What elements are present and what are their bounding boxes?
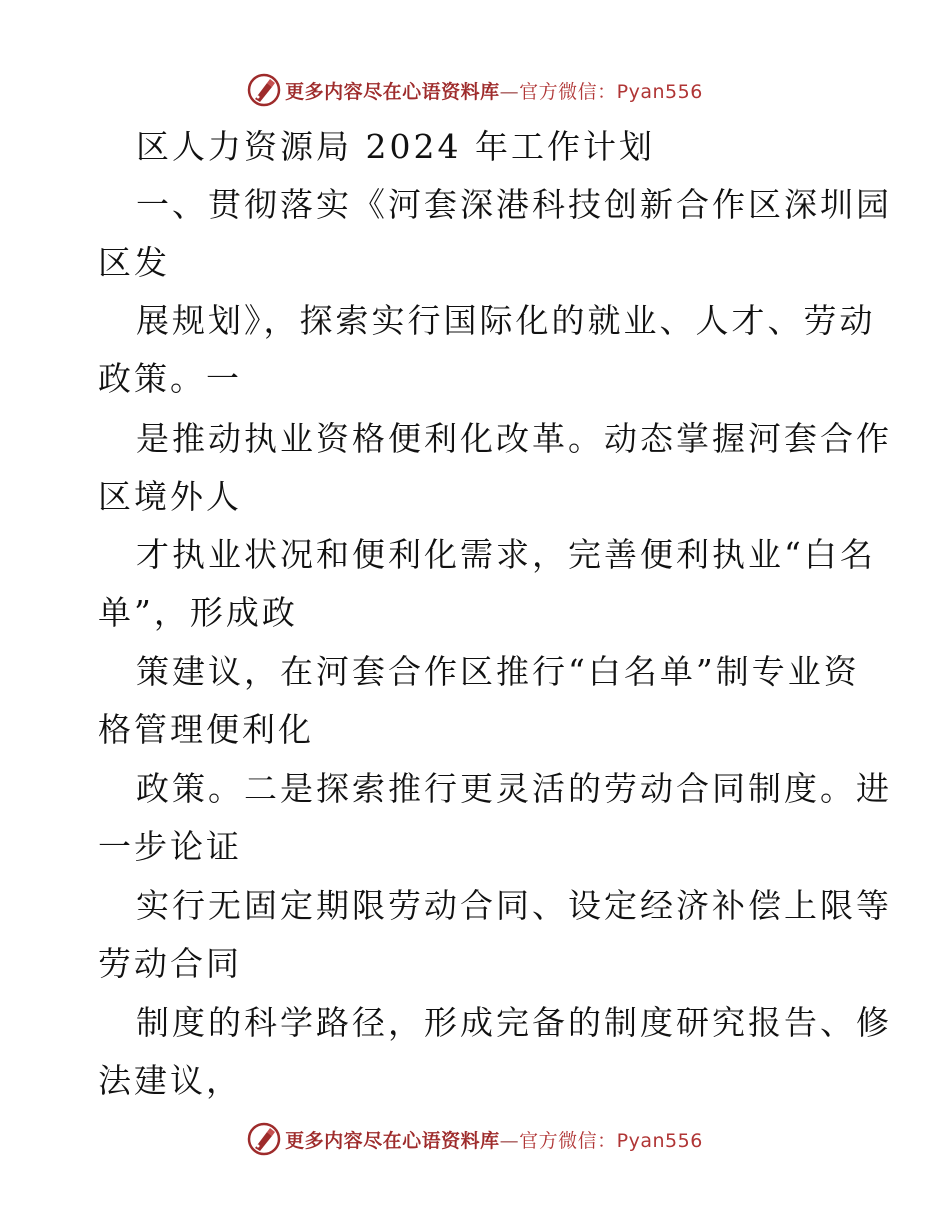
text-line: 政策。二是探索推行更灵活的劳动合同制度。进 <box>136 769 892 808</box>
watermark-site-text: 更多内容尽在心语资料库 <box>285 1129 500 1152</box>
text-line: 劳动合同 <box>98 944 242 983</box>
text-line: 是推动执业资格便利化改革。动态掌握河套合作 <box>136 419 892 458</box>
text-line: 法建议， <box>98 1061 242 1100</box>
watermark-banner-bottom <box>0 1119 950 1159</box>
watermark-banner-top <box>0 70 950 110</box>
text-line: 实行无固定期限劳动合同、设定经济补偿上限等 <box>136 886 892 925</box>
watermark-contact-text: 官方微信：Pyan556 <box>519 80 703 103</box>
watermark-separator: — <box>499 1129 520 1152</box>
document-title: 区人力资源局 2024 年工作计划 <box>136 127 655 166</box>
text-line: 格管理便利化 <box>98 710 314 749</box>
watermark-contact-text: 官方微信：Pyan556 <box>519 1129 703 1152</box>
text-line: 才执业状况和便利化需求，完善便利执业“白名 <box>136 535 876 574</box>
text-line: 政策。一 <box>98 359 242 398</box>
watermark-site-text: 更多内容尽在心语资料库 <box>285 80 500 103</box>
text-line: 单”，形成政 <box>98 593 298 632</box>
watermark-separator: — <box>499 80 520 103</box>
text-line: 一步论证 <box>98 827 242 866</box>
text-line: 一、贯彻落实《河套深港科技创新合作区深圳园 <box>136 185 892 224</box>
text-line: 区境外人 <box>98 477 242 516</box>
text-line: 制度的科学路径，形成完备的制度研究报告、修 <box>136 1003 892 1042</box>
text-line: 展规划》，探索实行国际化的就业、人才、劳动 <box>136 301 876 340</box>
text-line: 策建议，在河套合作区推行“白名单”制专业资 <box>136 652 860 691</box>
pen-logo-icon <box>247 1122 281 1156</box>
pen-logo-icon <box>247 73 281 107</box>
text-line: 区发 <box>98 243 170 282</box>
